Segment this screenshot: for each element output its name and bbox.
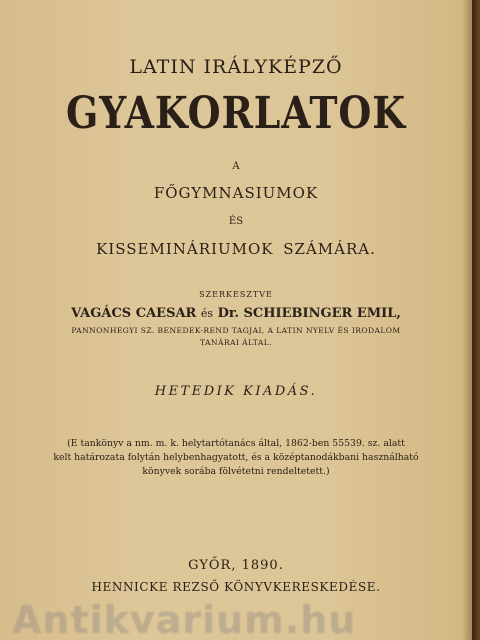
book-spine-edge	[472, 0, 480, 640]
approval-note-line-2: kelt határozata folytán helybenhagyatott, és a középtanodákbani használható	[53, 452, 419, 463]
author-2: Dr. SCHIEBINGER EMIL,	[217, 306, 401, 321]
place-year: GYŐR, 1890.	[188, 558, 284, 573]
compiled-by-label: SZERKESZTVE	[199, 290, 273, 299]
affiliation-line-2: TANÁRAI ÁLTAL.	[200, 338, 272, 347]
edition-label: HETEDIK KIADÁS.	[154, 384, 318, 399]
approval-note-line-3: könyvek sorába fölvétetni rendeltetett.)	[142, 466, 330, 477]
approval-note-line-1: (E tankönyv a nm. m. k. helytartótanács által, 1862-ben 55539. sz. alatt	[67, 438, 405, 449]
title-line-3: A	[232, 161, 240, 172]
publisher: HENNICKE REZSŐ KÖNYVKERESKEDÉSE.	[91, 580, 381, 594]
title-line-6: KISSEMINÁRIUMOK SZÁMÁRA.	[96, 240, 376, 258]
author-1: VAGÁCS CAESAR	[71, 306, 197, 321]
title-line-5: ÉS	[228, 216, 244, 227]
title-line-4: FŐGYMNASIUMOK	[153, 184, 319, 202]
affiliation-line-1: PANNONHEGYI SZ. BENEDEK-REND TAGJAI, A LATIN NYELV ÉS IRODALOM	[71, 326, 401, 335]
main-title: GYAKORLATOK	[66, 88, 406, 139]
authors-conjunction: és	[200, 307, 214, 320]
watermark: Antikvarium.hu	[12, 598, 357, 640]
authors-line	[0, 306, 472, 321]
title-line-1: LATIN IRÁLYKÉPZŐ	[129, 56, 343, 78]
